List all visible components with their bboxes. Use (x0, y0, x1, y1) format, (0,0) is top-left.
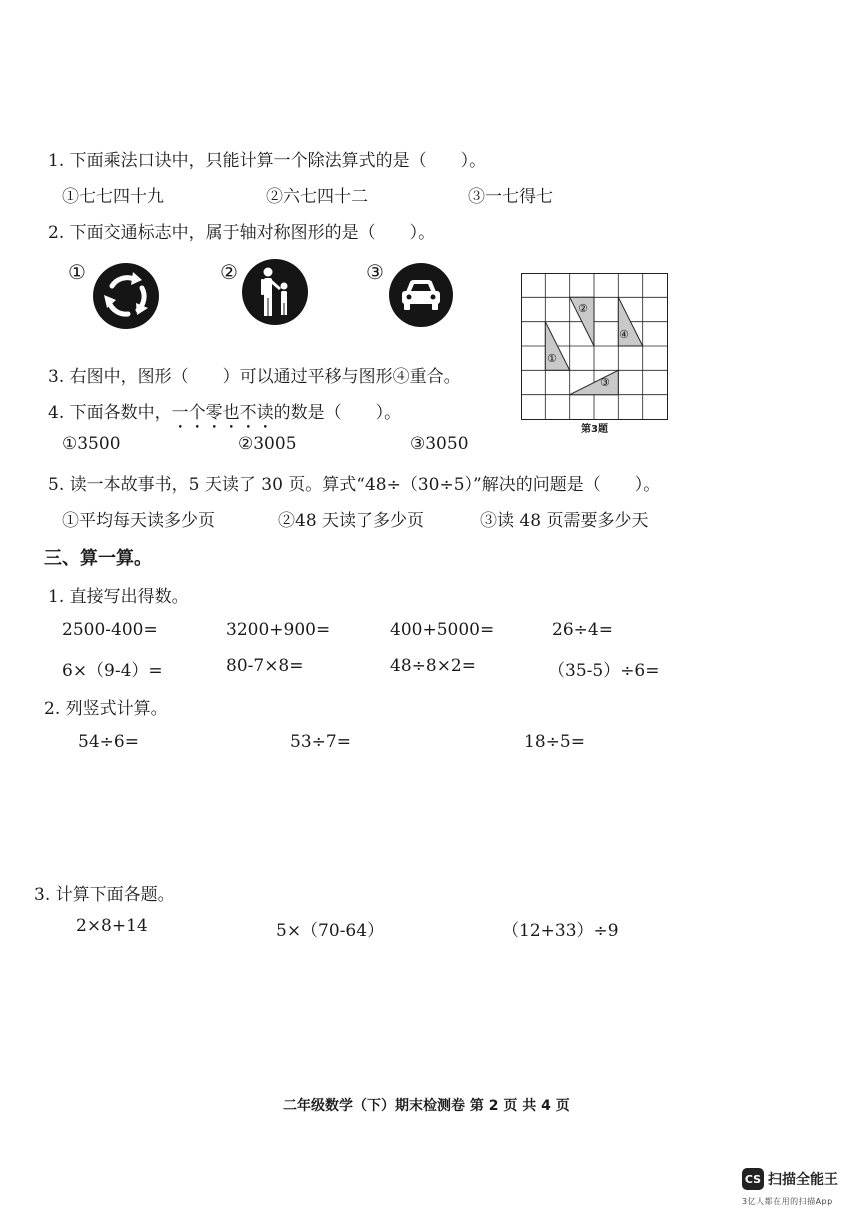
watermark-name: 扫描全能王 (768, 1172, 838, 1188)
mixed-calc-item: 5×（70-64） (276, 921, 385, 941)
calc-item: 26÷4= (552, 620, 613, 640)
question-1-option-3: ③一七得七 (468, 187, 553, 207)
pedestrian-sign-icon (241, 258, 309, 326)
roundabout-sign-icon (92, 262, 160, 330)
question-4-option-3: ③3050 (410, 434, 469, 454)
calc-item: 2500-400= (62, 620, 158, 640)
question-1-option-2: ②六七四十二 (266, 187, 368, 207)
svg-text:④: ④ (619, 328, 629, 341)
part-1-title: 1. 直接写出得数。 (48, 587, 189, 607)
sign-1-label: ① (68, 260, 86, 284)
calc-item: 3200+900= (226, 620, 331, 640)
watermark-tagline: 3亿人都在用的扫描App (742, 1197, 833, 1206)
grid-caption: 第3题 (581, 424, 608, 435)
part-3-title: 3. 计算下面各题。 (34, 885, 175, 905)
question-1: 1. 下面乘法口诀中，只能计算一个除法算式的是（ ）。 (48, 151, 487, 171)
question-5-option-2: ②48 天读了多少页 (278, 511, 425, 531)
car-sign-icon (388, 262, 454, 328)
question-3: 3. 右图中，图形（ ）可以通过平移与图形④重合。 (48, 367, 461, 387)
question-5: 5. 读一本故事书，5 天读了 30 页。算式“48÷（30÷5）”解决的问题是（ ）。 (48, 475, 661, 495)
calc-item: （35-5）÷6= (548, 661, 660, 681)
question-1-option-1: ①七七四十九 (62, 187, 164, 207)
question-5-option-3: ③读 48 页需要多少天 (480, 511, 649, 531)
vertical-calc-item: 18÷5= (524, 732, 585, 752)
calc-item: 400+5000= (390, 620, 495, 640)
sign-3-label: ③ (366, 260, 384, 284)
calc-item: 80-7×8= (226, 656, 304, 676)
section-3-title: 三、算一算。 (44, 548, 152, 569)
question-4-option-1: ①3500 (62, 434, 121, 454)
scanner-watermark (742, 1168, 838, 1190)
sign-2-label: ② (220, 260, 238, 284)
mixed-calc-item: 2×8+14 (76, 916, 148, 936)
question-4-prefix: 4. 下面各数中， (48, 403, 172, 423)
question-4-emphasis: 一个零也不读 (171, 403, 274, 423)
calc-item: 48÷8×2= (390, 656, 476, 676)
svg-text:①: ① (547, 352, 557, 365)
svg-text:③: ③ (600, 376, 610, 389)
question-4-suffix: 的数是（ ）。 (273, 403, 402, 423)
question-4-option-2: ②3005 (238, 434, 297, 454)
page-footer: 二年级数学（下）期末检测卷 第 2 页 共 4 页 (283, 1098, 570, 1114)
camscanner-logo-icon: CS (742, 1168, 764, 1190)
svg-text:②: ② (578, 302, 588, 315)
question-5-option-1: ①平均每天读多少页 (62, 511, 215, 531)
vertical-calc-item: 54÷6= (78, 732, 139, 752)
vertical-calc-item: 53÷7= (290, 732, 351, 752)
mixed-calc-item: （12+33）÷9 (502, 921, 619, 941)
part-2-title: 2. 列竖式计算。 (44, 699, 168, 719)
calc-item: 6×（9-4）= (62, 661, 163, 681)
question-2: 2. 下面交通标志中，属于轴对称图形的是（ ）。 (48, 223, 436, 243)
translation-grid-figure (521, 273, 668, 420)
question-4 (48, 398, 401, 433)
